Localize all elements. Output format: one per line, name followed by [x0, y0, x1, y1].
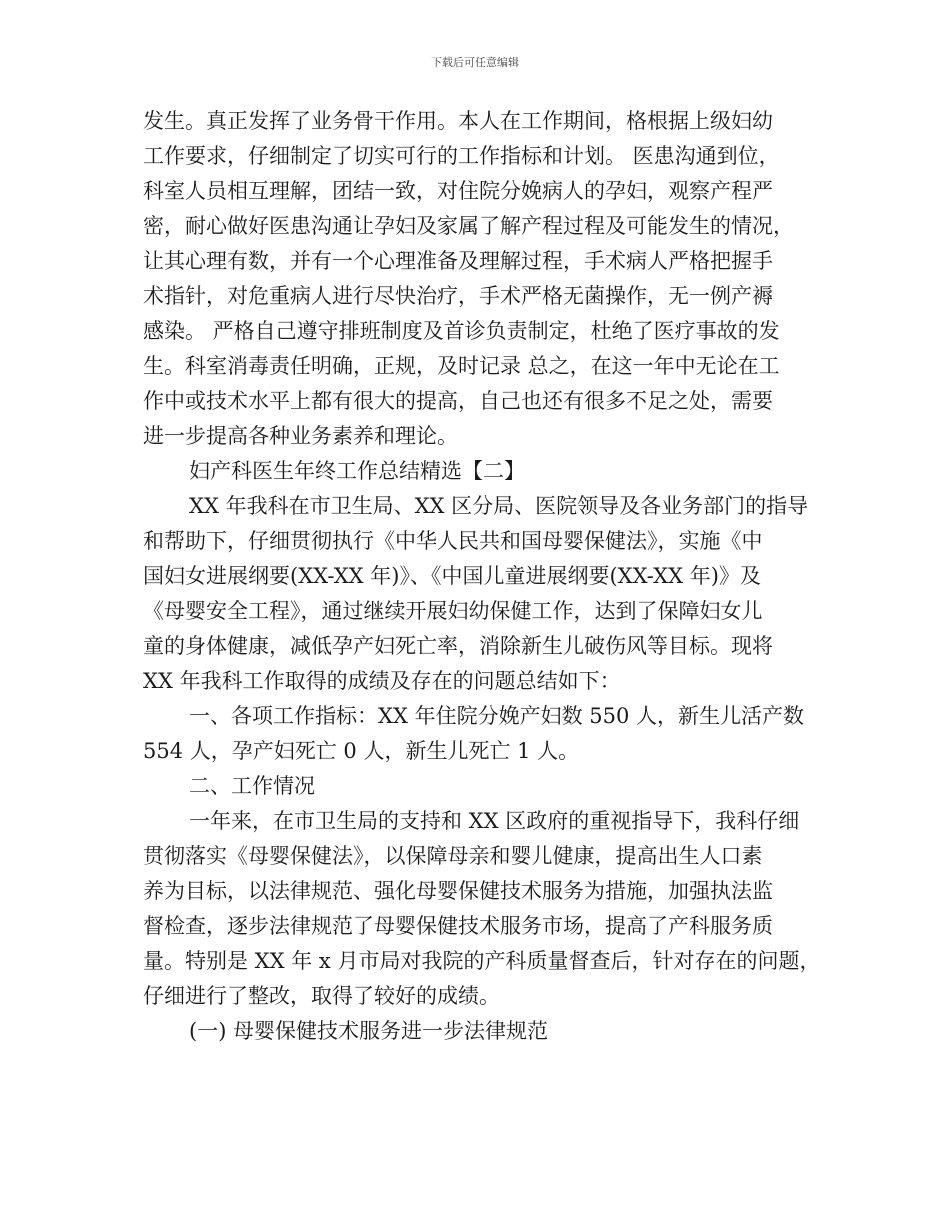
paragraph-line: 密，耐心做好医患沟通让孕妇及家属了解产程过程及可能发生的情况，: [143, 214, 794, 238]
paragraph-line: 一、各项工作指标：XX 年住院分娩产妇数 550 人，新生儿活产数: [189, 704, 805, 728]
paragraph-line: 一年来，在市卫生局的支持和 XX 区政府的重视指导下，我科仔细: [189, 809, 800, 833]
paragraph-line: 养为目标，以法律规范、强化母婴保健技术服务为措施，加强执法监: [143, 879, 773, 903]
paragraph-line: 国妇女进展纲要(XX-XX 年)》、《中国儿童进展纲要(XX-XX 年)》及: [143, 564, 761, 588]
paragraph-line: 贯彻落实《母婴保健法》，以保障母亲和婴儿健康，提高出生人口素: [143, 844, 763, 868]
subsection-title: (一) 母婴保健技术服务进一步法律规范: [189, 1019, 549, 1043]
paragraph-line: 量。特别是 XX 年 x 月市局对我院的产科质量督查后，针对存在的问题，: [143, 949, 821, 973]
paragraph-line: 进一步提高各种业务素养和理论。: [143, 424, 458, 448]
subsection-title: 二、工作情况: [189, 774, 315, 798]
document-body: [143, 104, 821, 1049]
paragraph-line: 作中或技术水平上都有很大的提高，自己也还有很多不足之处，需要: [143, 389, 773, 413]
paragraph-line: 生。科室消毒责任明确，正规，及时记录 总之，在这一年中无论在工: [143, 354, 780, 378]
paragraph-line: 术指针，对危重病人进行尽快治疗，手术严格无菌操作，无一例产褥: [143, 284, 773, 308]
paragraph-line: 发生。真正发挥了业务骨干作用。本人在工作期间，格根据上级妇幼: [143, 109, 773, 133]
section-title: 妇产科医生年终工作总结精选【二】: [189, 459, 525, 483]
paragraph-line: 仔细进行了整改，取得了较好的成绩。: [143, 984, 500, 1008]
paragraph-line: 工作要求，仔细制定了切实可行的工作指标和计划。 医患沟通到位，: [143, 144, 780, 168]
page-header: 下载后可任意编辑: [431, 56, 519, 69]
paragraph-line: 感染。 严格自己遵守排班制度及首诊负责制定，杜绝了医疗事故的发: [143, 319, 780, 343]
paragraph-line: 《母婴安全工程》，通过继续开展妇幼保健工作，达到了保障妇女儿: [143, 599, 763, 623]
paragraph-line: XX 年我科工作取得的成绩及存在的问题总结如下：: [143, 669, 621, 693]
paragraph-line: 554 人，孕产妇死亡 0 人，新生儿死亡 1 人。: [143, 739, 580, 763]
paragraph-line: 科室人员相互理解，团结一致，对住院分娩病人的孕妇，观察产程严: [143, 179, 773, 203]
paragraph-line: XX 年我科在市卫生局、XX 区分局、医院领导及各业务部门的指导: [189, 494, 809, 518]
paragraph-line: 让其心理有数，并有一个心理准备及理解过程，手术病人严格把握手: [143, 249, 773, 273]
paragraph-line: 童的身体健康，减低孕产妇死亡率，消除新生儿破伤风等目标。现将: [143, 634, 773, 658]
paragraph-line: 和帮助下，仔细贯彻执行《中华人民共和国母婴保健法》，实施《中: [143, 529, 763, 553]
paragraph-line: 督检查，逐步法律规范了母婴保健技术服务市场，提高了产科服务质: [143, 914, 773, 938]
